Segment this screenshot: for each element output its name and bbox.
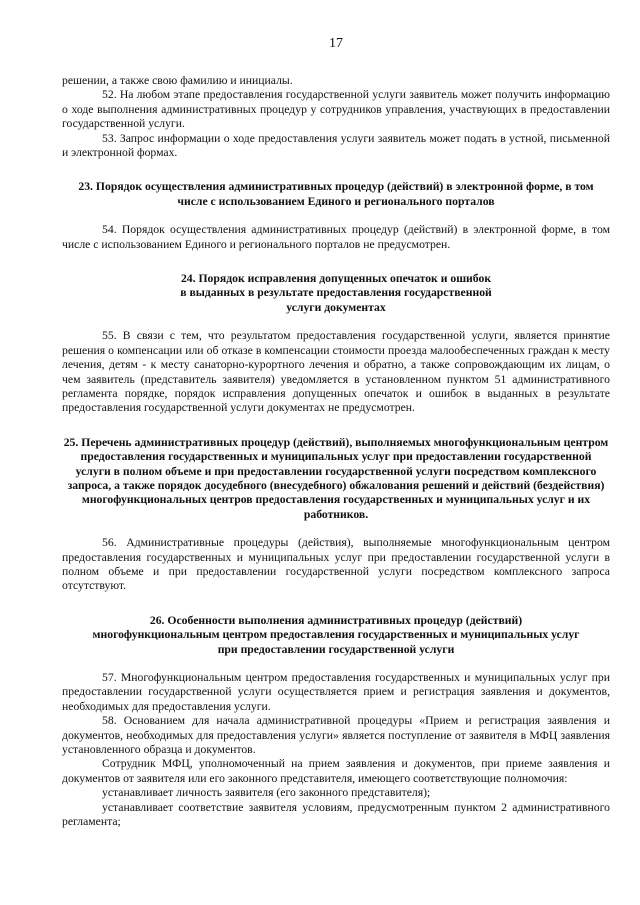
list-item-identity: устанавливает личность заявителя (его законного представителя); — [102, 786, 431, 800]
page-number: 17 — [329, 36, 343, 51]
paragraph-56: 56. Административные процедуры (действия), выполняемые многофункциональным центром предоставления государственных и муниципальных услуг при предоставлении государственной услуги в полном объеме и при предоставлении государственной услуги посредством комплексного запроса отсутствуют. — [62, 536, 610, 593]
section-heading-24-line-3: услуги документах — [286, 300, 386, 314]
list-item-conformity: устанавливает соответствие заявителя условиям, предусмотренным пунктом 2 административного регламента; — [62, 800, 610, 829]
paragraph-mfc-employee: Сотрудник МФЦ, уполномоченный на прием заявления и документов, при приеме заявления и документов от заявителя или его законного представителя, имеющего соответствующие полномочия: — [62, 757, 610, 785]
section-heading-24 — [62, 272, 610, 315]
section-heading-26 — [62, 614, 610, 657]
paragraph-53: 53. Запрос информации о ходе предоставления услуги заявитель может подать в устной, письменной и электронной формах. — [62, 131, 610, 160]
section-heading-23: 23. Порядок осуществления административных процедур (действий) в электронной форме, в том числе с использованием Единого и регионального порталов — [78, 180, 594, 208]
section-heading-26-line-1: 26. Особенности выполнения административных процедур (действий) — [149, 613, 523, 627]
section-heading-26-line-3: при предоставлении государственной услуги — [217, 642, 455, 656]
paragraph-52: 52. На любом этапе предоставления государственной услуги заявитель может получить информацию о ходе выполнения административных процедур у сотрудников управления, участвующих в предоставлении государственной услуги. — [62, 88, 610, 131]
section-heading-26-line-2: многофункциональным центром предоставления государственных и муниципальных услуг — [92, 628, 580, 642]
paragraph-57: 57. Многофункциональным центром предоставления государственных и муниципальных услуг при предоставлении государственной услуги осуществляется прием и регистрация заявления и документов, необходимых для предоставления услуги. — [62, 671, 610, 713]
paragraph-58: 58. Основанием для начала административной процедуры «Прием и регистрация заявления и документов, необходимых для предоставления услуги» является поступление от заявителя в МФЦ заявления установленного образца и документов. — [62, 714, 610, 757]
paragraph-55: 55. В связи с тем, что результатом предоставления государственной услуги, является принятие решения о компенсации или об отказе в компенсации стоимости проезда малообеспеченных граждан к месту лечения, детям - к месту санаторно-курортного лечения и обратно, а также сопровождающим их лицам, о чем заявитель (представитель заявителя) уведомляется в установленном пунктом 51 административного регламента порядке, порядок исправления допущенных опечаток и ошибок в выданных в результате предоставления государственной услуги документах не предусмотрен. — [62, 329, 610, 415]
section-heading-25: 25. Перечень административных процедур (действий), выполняемых многофункциональным центром предоставления государственных и муниципальных услуг при предоставлении государственной услуги в полном объеме и при предоставлении государственной услуги посредством комплексного запроса, а также порядок досудебного (внесудебного) обжалования решений и действий (бездействия) многофункциональных центров предоставления государственных и муниципальных услуг и их работников. — [63, 435, 609, 521]
section-heading-24-line-1: 24. Порядок исправления допущенных опечаток и ошибок — [180, 272, 492, 286]
paragraph-continuation: решении, а также свою фамилию и инициалы. — [62, 74, 293, 87]
section-heading-24-line-2: в выданных в результате предоставления государственной — [180, 286, 492, 300]
paragraph-54: 54. Порядок осуществления административных процедур (действий) в электронной форме, в том числе с использованием Единого и регионального порталов не предусмотрен. — [62, 223, 610, 251]
